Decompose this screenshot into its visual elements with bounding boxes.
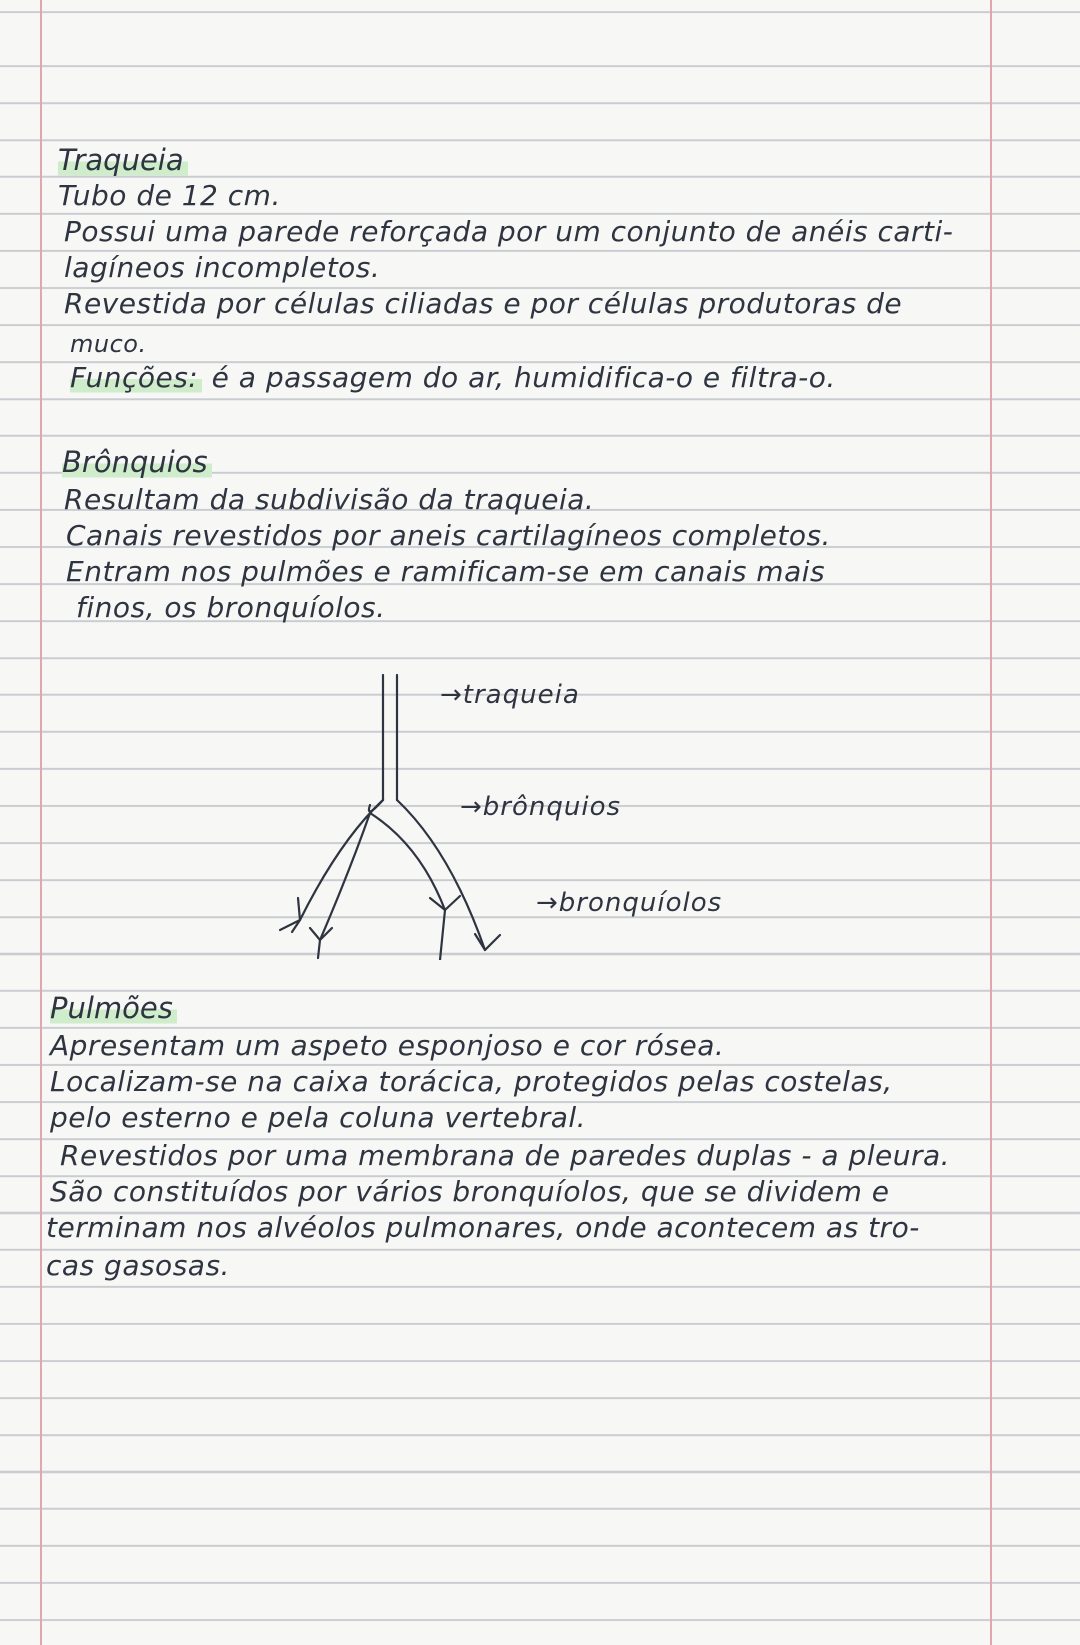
traqueia-line-3: lagíneos incompletos. <box>64 251 381 284</box>
arrow-icon: → <box>536 888 559 918</box>
traqueia-funcoes <box>70 360 836 396</box>
pulmoes-line-1: Apresentam um aspeto esponjoso e cor rósea. <box>50 1029 725 1062</box>
pulmoes-line-2: Localizam-se na caixa torácica, protegidos pelas costelas, <box>50 1065 893 1098</box>
bronquios-line-2: Canais revestidos por aneis cartilagíneos completos. <box>66 519 831 552</box>
bronquios-line-3: Entram nos pulmões e ramificam-se em canais mais <box>66 555 826 588</box>
pulmoes-line-7: cas gasosas. <box>46 1249 230 1282</box>
arrow-icon: → <box>440 680 463 710</box>
label-bronquios: →brônquios <box>460 792 622 822</box>
traqueia-line-4: Revestida por células ciliadas e por células produtoras de <box>64 287 903 320</box>
heading-traqueia: Traqueia <box>58 142 188 178</box>
left-bronchus-outer <box>300 800 383 920</box>
heading-bronquios: Brônquios <box>62 444 212 480</box>
bronquios-line-1: Resultam da subdivisão da traqueia. <box>64 483 595 516</box>
label-traqueia: →traqueia <box>440 680 580 710</box>
left-inner-branch <box>320 813 370 940</box>
pulmoes-line-4: Revestidos por uma membrana de paredes duplas - a pleura. <box>60 1139 951 1172</box>
funcoes-label: Funções: <box>70 361 202 394</box>
pulmoes-line-6: terminam nos alvéolos pulmonares, onde acontecem as tro- <box>46 1211 920 1244</box>
funcoes-text: é a passagem do ar, humidifica-o e filtra-o. <box>202 361 836 394</box>
bronquios-line-4: finos, os bronquíolos. <box>76 591 386 624</box>
pulmoes-line-5: São constituídos por vários bronquíolos, que se dividem e <box>50 1175 890 1208</box>
right-bronchus-outer <box>397 800 485 950</box>
left-margin-line <box>40 0 42 1645</box>
right-inner-branch <box>370 813 445 960</box>
arrow-icon: → <box>460 792 483 822</box>
traqueia-line-1: Tubo de 12 cm. <box>58 179 281 212</box>
traqueia-line-2: Possui uma parede reforçada por um conjunto de anéis carti- <box>64 215 954 248</box>
traqueia-line-5: muco. <box>70 330 147 358</box>
right-margin-line <box>990 0 992 1645</box>
label-bronquiolos: →bronquíolos <box>536 888 723 918</box>
heading-pulmoes: Pulmões <box>50 990 177 1026</box>
pulmoes-line-3: pelo esterno e pela coluna vertebral. <box>50 1101 587 1134</box>
